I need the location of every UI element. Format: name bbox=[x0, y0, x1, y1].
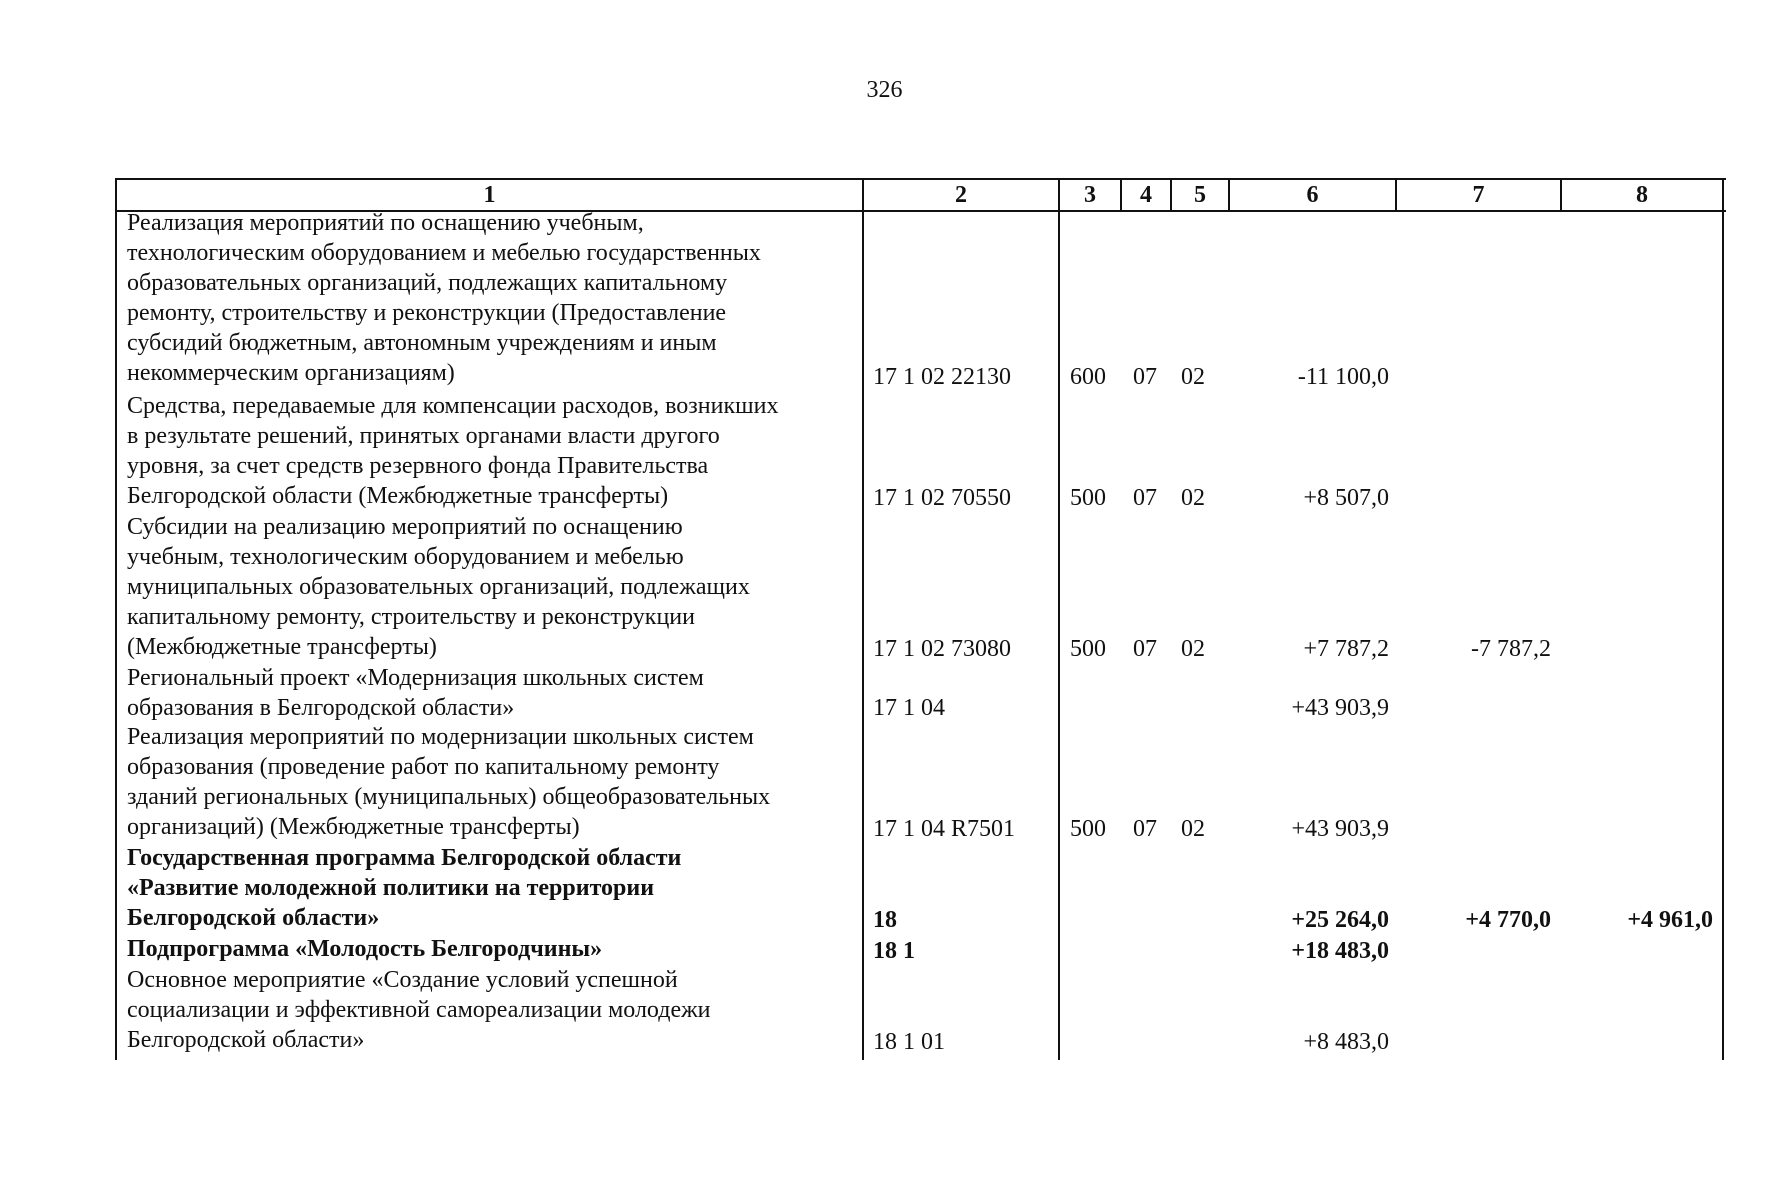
table-row bbox=[0, 663, 1769, 723]
description-line: в результате решений, принятых органами власти другого bbox=[127, 423, 720, 449]
description-line: Субсидии на реализацию мероприятий по оснащению bbox=[127, 514, 683, 540]
description-line: «Развитие молодежной политики на территории bbox=[127, 875, 655, 901]
row-description bbox=[127, 208, 862, 388]
amount-col-6: +25 264,0 bbox=[1291, 907, 1389, 933]
header-col-6: 6 bbox=[1306, 182, 1319, 208]
budget-code: 17 1 04 bbox=[873, 695, 945, 721]
description-line: капитальному ремонту, строительству и реконструкции bbox=[127, 604, 695, 630]
amount-col-6: +43 903,9 bbox=[1291, 695, 1389, 721]
budget-code: 18 1 bbox=[873, 938, 915, 964]
subsection: 02 bbox=[1181, 816, 1205, 842]
table-row bbox=[0, 208, 1769, 392]
description-line: Реализация мероприятий по оснащению учебным, bbox=[127, 210, 644, 236]
table-row bbox=[0, 965, 1769, 1057]
row-description bbox=[127, 512, 862, 662]
description-line: Реализация мероприятий по модернизации школьных систем bbox=[127, 724, 754, 750]
row-description bbox=[127, 965, 862, 1055]
description-line: Подпрограмма «Молодость Белгородчины» bbox=[127, 936, 603, 962]
description-line: образования (проведение работ по капитальному ремонту bbox=[127, 754, 720, 780]
amount-col-7: +4 770,0 bbox=[1465, 907, 1551, 933]
table-row bbox=[0, 934, 1769, 966]
description-line: субсидий бюджетным, автономным учреждениям и иным bbox=[127, 330, 717, 356]
budget-code: 17 1 04 R7501 bbox=[873, 816, 1016, 842]
row-description bbox=[127, 934, 862, 964]
expense-type: 500 bbox=[1070, 485, 1106, 511]
description-line: Белгородской области (Межбюджетные трансферты) bbox=[127, 483, 669, 509]
description-line: некоммерческим организациям) bbox=[127, 360, 455, 386]
amount-col-6: +8 507,0 bbox=[1303, 485, 1389, 511]
budget-code: 17 1 02 22130 bbox=[873, 364, 1011, 390]
table-row bbox=[0, 722, 1769, 844]
description-line: организаций) (Межбюджетные трансферты) bbox=[127, 814, 580, 840]
description-line: Основное мероприятие «Создание условий успешной bbox=[127, 967, 678, 993]
budget-code: 18 1 01 bbox=[873, 1029, 945, 1055]
budget-code: 17 1 02 70550 bbox=[873, 485, 1011, 511]
section: 07 bbox=[1133, 364, 1157, 390]
description-line: образовательных организаций, подлежащих капитальному bbox=[127, 270, 728, 296]
expense-type: 500 bbox=[1070, 816, 1106, 842]
description-line: Белгородской области» bbox=[127, 1027, 365, 1053]
section: 07 bbox=[1133, 636, 1157, 662]
amount-col-6: +18 483,0 bbox=[1291, 938, 1389, 964]
table-row bbox=[0, 843, 1769, 935]
description-line: Белгородской области» bbox=[127, 905, 380, 931]
expense-type: 500 bbox=[1070, 636, 1106, 662]
description-line: уровня, за счет средств резервного фонда Правительства bbox=[127, 453, 709, 479]
description-line: (Межбюджетные трансферты) bbox=[127, 634, 437, 660]
description-line: зданий региональных (муниципальных) общеобразовательных bbox=[127, 784, 771, 810]
amount-col-8: +4 961,0 bbox=[1627, 907, 1713, 933]
subsection: 02 bbox=[1181, 364, 1205, 390]
description-line: ремонту, строительству и реконструкции (Предоставление bbox=[127, 300, 727, 326]
header-col-3: 3 bbox=[1084, 182, 1096, 208]
subsection: 02 bbox=[1181, 636, 1205, 662]
row-description bbox=[127, 391, 862, 511]
description-line: Государственная программа Белгородской области bbox=[127, 845, 682, 871]
expense-type: 600 bbox=[1070, 364, 1106, 390]
amount-col-6: +43 903,9 bbox=[1291, 816, 1389, 842]
description-line: муниципальных образовательных организаций, подлежащих bbox=[127, 574, 750, 600]
description-line: социализации и эффективной самореализации молодежи bbox=[127, 997, 711, 1023]
header-col-2: 2 bbox=[955, 182, 967, 208]
budget-code: 18 bbox=[873, 907, 897, 933]
header-col-7: 7 bbox=[1472, 182, 1485, 208]
description-line: Региональный проект «Модернизация школьных систем bbox=[127, 665, 704, 691]
table-row bbox=[0, 512, 1769, 664]
amount-col-6: +8 483,0 bbox=[1303, 1029, 1389, 1055]
budget-code: 17 1 02 73080 bbox=[873, 636, 1011, 662]
header-col-5: 5 bbox=[1194, 182, 1206, 208]
table-row bbox=[0, 391, 1769, 513]
page-number: 326 bbox=[866, 77, 903, 103]
description-line: образования в Белгородской области» bbox=[127, 695, 515, 721]
row-description bbox=[127, 663, 862, 723]
header-col-4: 4 bbox=[1140, 182, 1152, 208]
amount-col-7: -7 787,2 bbox=[1471, 636, 1551, 662]
section: 07 bbox=[1133, 485, 1157, 511]
row-description bbox=[127, 722, 862, 842]
header-col-1: 1 bbox=[483, 182, 496, 208]
description-line: технологическим оборудованием и мебелью государственных bbox=[127, 240, 761, 266]
amount-col-6: +7 787,2 bbox=[1303, 636, 1389, 662]
header-col-8: 8 bbox=[1636, 182, 1648, 208]
amount-col-6: -11 100,0 bbox=[1297, 364, 1389, 390]
description-line: Средства, передаваемые для компенсации расходов, возникших bbox=[127, 393, 779, 419]
row-description bbox=[127, 843, 862, 933]
section: 07 bbox=[1133, 816, 1157, 842]
subsection: 02 bbox=[1181, 485, 1205, 511]
description-line: учебным, технологическим оборудованием и мебелью bbox=[127, 544, 684, 570]
